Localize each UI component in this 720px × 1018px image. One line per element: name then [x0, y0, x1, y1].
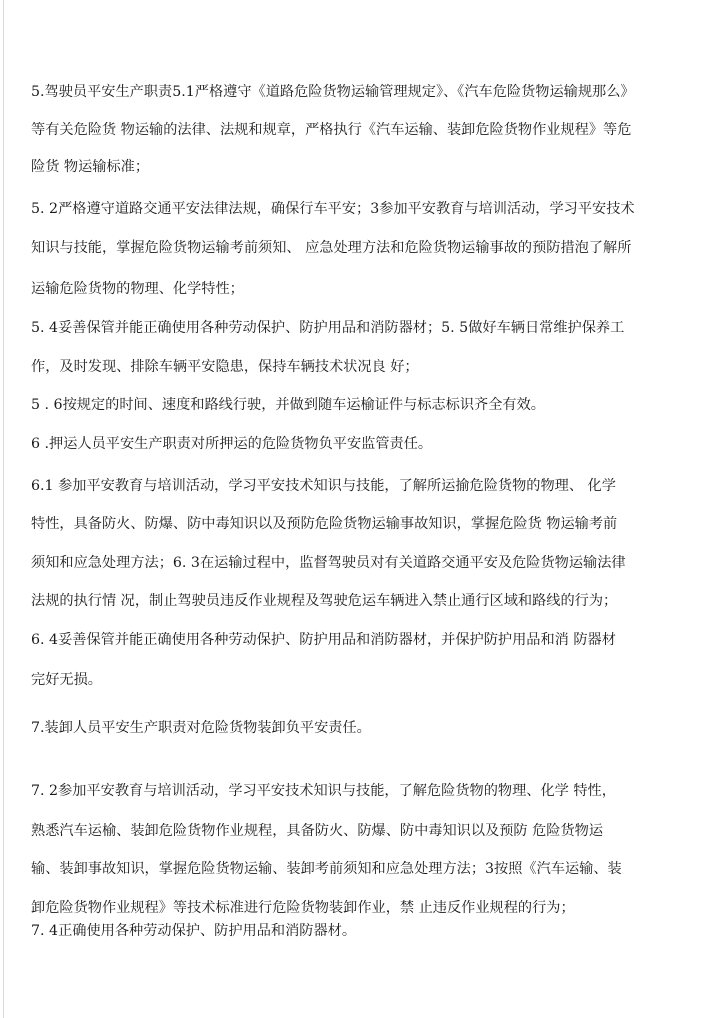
text-line: 熟悉汽车运榆、装卸危险货物作业规程，具备防火、防爆、防中毒知识以及预防 危险货物运	[31, 823, 604, 839]
page-border	[3, 0, 4, 1018]
text-line: 知识与技能，掌握危险货物运输考前须知、 应急处理方法和危险货物运输事故的预防措泡了解所	[31, 240, 632, 256]
text-line: 法规的执行情 况，制止驾驶员违反作业规程及驾驶危运车辆进入禁止通行区域和路线的行为；	[31, 593, 618, 609]
text-line: 作，及时发现、排除车辆平安隐患，保持车辆技术状况良 好；	[31, 359, 419, 375]
text-line: 7. 2参加平安教育与培训活动，学习平安技术知识与技能，了解危险货物的物理、化学 特性，	[31, 783, 616, 799]
text-line: 5.驾驶员平安生产职责5.1严格遵守《道路危险货物运输管理规定》、《汽车危险货物运输规那么》	[31, 84, 635, 100]
text-line: 完好无损。	[31, 672, 102, 688]
text-line: 输、装卸事故知识，掌握危险货物运输、装卸考前须知和应急处理方法；3按照《汽车运输、装	[31, 861, 622, 877]
text-line: 5. 4妥善保管并能正确使用各种劳动保护、防护用品和消防器材；5. 5做好车辆日常维护保养工	[31, 320, 625, 336]
text-line: 7. 4正确使用各种劳动保护、防护用品和消防器材。	[31, 923, 357, 939]
text-line: 运输危险货物的物理、化学特性；	[31, 281, 244, 297]
text-line: 须知和应急处理方法；6. 3在运输过程中，监督驾驶员对有关道路交通平安及危险货物运输法律	[31, 555, 626, 571]
text-line: 卸危险货物作业规程》等技术标准进行危险货物装卸作业，禁 止违反作业规程的行为；	[31, 900, 575, 916]
text-line: 险货 物运输标准；	[31, 159, 150, 175]
text-line: 5. 2严格遵守道路交通平安法律法规，确保行车平安；3参加平安教育与培训活动，学习平安技术	[31, 201, 635, 217]
text-line: 6 .押运人员平安生产职责对所押运的危险货物负平安监管责任。	[31, 436, 433, 452]
text-line: 等有关危险货 物运输的法律、法规和规章，严格执行《汽车运输、装卸危险货物作业规程》等危	[31, 122, 632, 138]
text-line: 7.装卸人员平安生产职责对危险货物装卸负平安责任。	[31, 720, 371, 736]
text-line: 特性，具备防火、防爆、防中毒知识以及预防危险货物运输事故知识，掌握危险货 物运输考前	[31, 516, 618, 532]
text-line: 6. 4妥善保管并能正确使用各种劳动保护、防护用品和消防器材，并保护防护用品和消 防器材	[31, 632, 616, 648]
text-line: 5 . 6按规定的时间、速度和路线行驶，并做到随车运榆证件与标志标识齐全有效。	[31, 397, 545, 413]
text-line: 6.1 参加平安教育与培训活动，学习平安技术知识与技能，了解所运揄危险货物的物理、 化学	[31, 478, 616, 494]
